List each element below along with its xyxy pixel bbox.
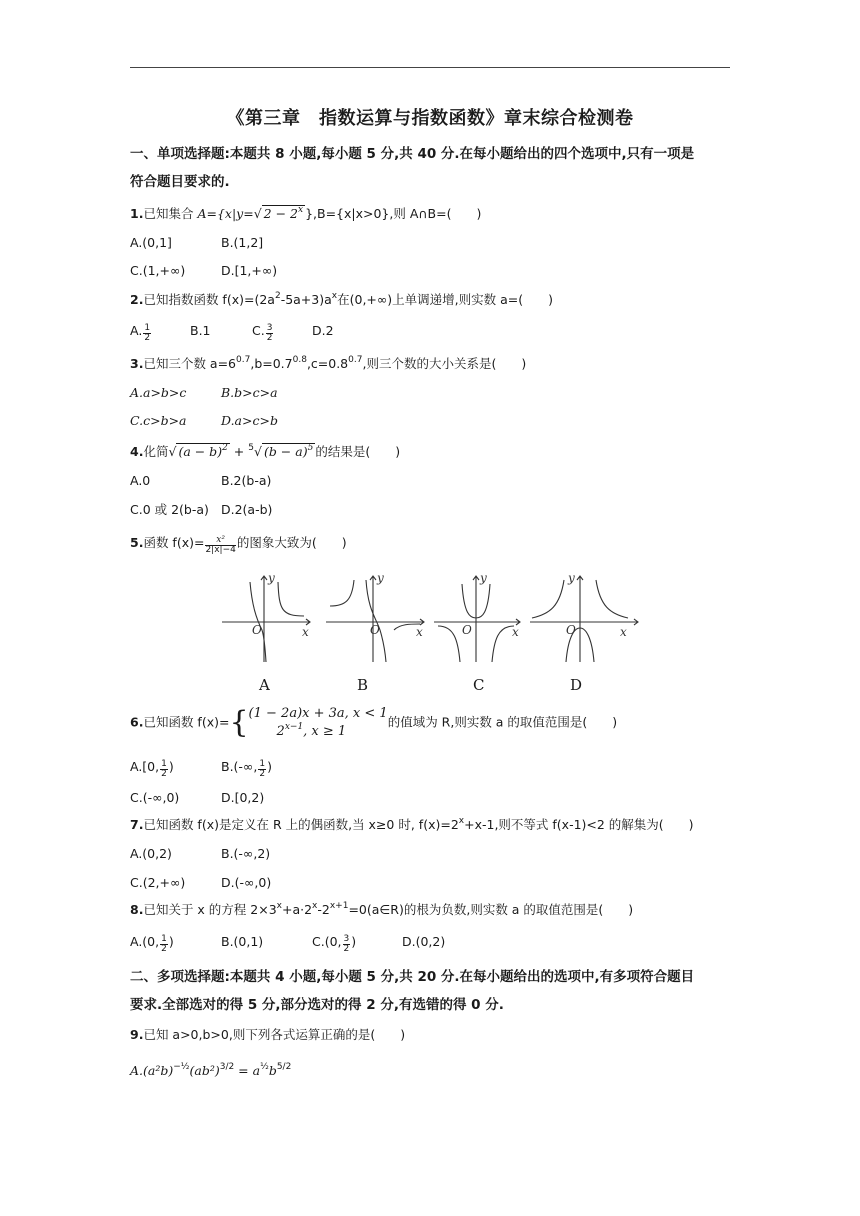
q3-option-a: A.a>b>c <box>130 385 187 400</box>
q3-option-c: C.c>b>a <box>130 413 187 428</box>
q4-option-b: B.2(b-a) <box>221 473 272 488</box>
q2-option-a: A. $\frac{1}{2}$ <box>130 323 151 343</box>
section1-heading-cont: 符合题目要求的. <box>130 174 230 190</box>
question-4: 4.化简√ $(a - b)^2 + ^5√$ $(b - a)^5$ 的结果是( ) <box>130 443 401 459</box>
svg-text:O: O <box>566 623 576 637</box>
svg-text:x: x <box>302 625 309 639</box>
q6-option-d: D.[0,2) <box>221 790 265 805</box>
question-6: 6.已知函数 f(x)={ (1 − 2a)x + 3a, x < 1 $2^{x-1}$, x ≥ 1 的值域为 R,则实数 a 的取值范围是( ) <box>130 705 618 740</box>
q7-option-d: D.(-∞,0) <box>221 875 272 890</box>
q8-option-b: B.(0,1) <box>221 934 264 949</box>
q2-option-b: B.1 <box>190 323 211 338</box>
graph-b <box>326 571 424 662</box>
page-title: 《第三章 指数运算与指数函数》章末综合检测卷 <box>226 108 634 129</box>
q8-option-d: D.(0,2) <box>402 934 446 949</box>
svg-text:y: y <box>480 571 487 585</box>
question-7: 7.已知函数 f(x)是定义在 R 上的偶函数,当 x≥0 时, $f(x)=2^x+x-1$,则不等式 f(x-1)<2 的解集为( ) <box>130 816 694 832</box>
svg-text:O: O <box>370 623 380 637</box>
q1-option-b: B.(1,2] <box>221 235 264 250</box>
q4-option-d: D.2(a-b) <box>221 502 273 517</box>
svg-text:y: y <box>268 571 275 585</box>
svg-text:x: x <box>620 625 627 639</box>
q8-option-c: C.(0, $\frac{3}{2}$ ) <box>312 934 357 954</box>
q3-option-d: D.a>c>b <box>221 413 278 428</box>
question-3: 3.已知三个数 $a=6^{0.7},b=0.7^{0.8},c=0.8^{0.7}$,则三个数的大小关系是( ) <box>130 355 527 371</box>
svg-text:O: O <box>252 623 262 637</box>
graph-d <box>530 571 638 662</box>
q6-option-a: A.[0, $\frac{1}{2}$ ) <box>130 759 174 779</box>
q5-label-a: A <box>259 676 270 694</box>
q4-option-a: A.0 <box>130 473 151 488</box>
svg-text:O: O <box>462 623 472 637</box>
graph-c <box>434 571 520 662</box>
q6-option-b: B.(-∞, $\frac{1}{2}$ ) <box>221 759 272 779</box>
q5-label-d: D <box>570 676 583 694</box>
q3-option-b: B.b>c>a <box>221 385 278 400</box>
q7-option-a: A.(0,2) <box>130 846 172 861</box>
q2-option-c: C. $\frac{3}{2}$ <box>252 323 273 343</box>
q6-option-c: C.(-∞,0) <box>130 790 180 805</box>
q7-option-b: B.(-∞,2) <box>221 846 271 861</box>
q5-graph-figures <box>218 570 648 665</box>
graph-a <box>222 571 310 662</box>
section1-heading: 一、单项选择题:本题共 8 小题,每小题 5 分,共 40 分.在每小题给出的四个选项中,只有一项是 <box>130 146 695 162</box>
q7-option-c: C.(2,+∞) <box>130 875 186 890</box>
q5-label-b: B <box>357 676 369 694</box>
q4-option-c: C.0 或 2(b-a) <box>130 502 209 517</box>
q5-label-c: C <box>473 676 485 694</box>
question-2: 2.已知指数函数 $f(x)=(2a^2-5a+3)a^x$在(0,+∞)上单调递增,则实数 a=( ) <box>130 291 554 307</box>
svg-text:y: y <box>377 571 384 585</box>
section2-heading: 二、多项选择题:本题共 4 小题,每小题 5 分,共 20 分.在每小题给出的选项中,有多项符合题目 <box>130 969 695 985</box>
question-9: 9.已知 a>0,b>0,则下列各式运算正确的是( ) <box>130 1027 406 1042</box>
svg-text:y: y <box>568 571 575 585</box>
q2-option-d: D.2 <box>312 323 334 338</box>
q9-option-a: $A.(a^2b)^{-\frac{1}{2}}(ab^2)^{3/2} = a^{\frac{1}{2}}b^{5/2}$ <box>130 1062 292 1078</box>
svg-text:x: x <box>416 625 423 639</box>
question-1: 1.已知集合 A={x|y=√ $2 - 2^x$ },B={x|x>0},则 A∩B=( ) <box>130 205 482 221</box>
q8-option-a: A.(0, $\frac{1}{2}$ ) <box>130 934 174 954</box>
question-5: 5.函数 f(x)= $\frac{\text{x²}}{2|x|-4}$ 的图象大致为( ) <box>130 535 347 555</box>
q1-option-a: A.(0,1] <box>130 235 172 250</box>
svg-text:x: x <box>512 625 519 639</box>
question-8: 8.已知关于 x 的方程 $2\times 3^x+a\cdot 2^x-2^{x+1}=0(a\in R)$的根为负数,则实数 a 的取值范围是( ) <box>130 901 634 917</box>
top-rule <box>130 67 730 68</box>
q1-option-d: D.[1,+∞) <box>221 263 278 278</box>
section2-heading-cont: 要求.全部选对的得 5 分,部分选对的得 2 分,有选错的得 0 分. <box>130 997 504 1013</box>
q1-option-c: C.(1,+∞) <box>130 263 186 278</box>
